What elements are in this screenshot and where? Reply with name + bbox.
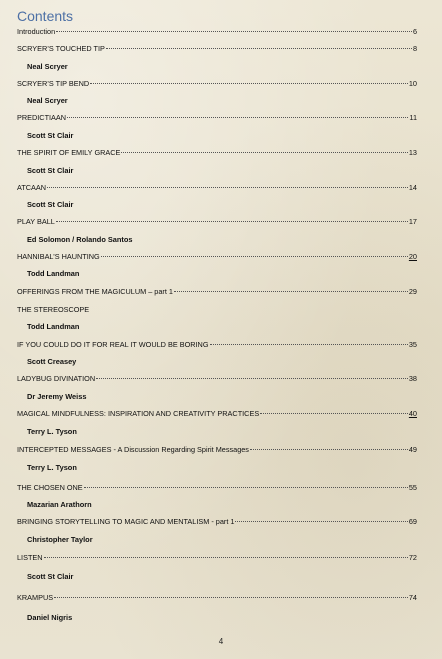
- dot-leader: [250, 449, 408, 450]
- toc-entry[interactable]: [17, 516, 417, 528]
- dot-leader: [84, 487, 408, 488]
- toc-entry-page: 35: [408, 340, 417, 349]
- toc-entry-title: ATCAAN: [17, 183, 47, 192]
- toc-entry[interactable]: [17, 482, 417, 494]
- toc-entry[interactable]: [17, 304, 417, 316]
- toc-entry-title: SCRYER’S TOUCHED TIP: [17, 44, 105, 53]
- toc-author: Mazarian Arathorn: [27, 500, 92, 509]
- dot-leader: [121, 152, 407, 153]
- dot-leader: [96, 378, 408, 379]
- dot-leader: [235, 521, 407, 522]
- toc-entry[interactable]: [17, 373, 417, 385]
- toc-entry-title: THE SPIRIT OF EMILY GRACE: [17, 148, 121, 157]
- toc-entry-title: INTERCEPTED MESSAGES - A Discussion Regarding Spirit Messages: [17, 445, 249, 454]
- toc-entry-page: 8: [412, 44, 417, 53]
- toc-entry[interactable]: [17, 592, 417, 604]
- toc-entry-title: BRINGING STORYTELLING TO MAGIC AND MENTALISM - part 1: [17, 517, 235, 526]
- toc-entry-page: 29: [408, 287, 417, 296]
- toc-author: Daniel Nigris: [27, 613, 73, 622]
- page-title: Contents: [17, 8, 74, 24]
- toc-entry[interactable]: [17, 147, 417, 159]
- toc-author: Scott St Clair: [27, 131, 74, 140]
- toc-entry-title: PREDICTIAAN: [17, 113, 67, 122]
- dot-leader: [260, 413, 408, 414]
- toc-entry-page: 55: [408, 483, 417, 492]
- toc-author: Scott Creasey: [27, 357, 77, 366]
- toc-author: Neal Scryer: [27, 62, 68, 71]
- dot-leader: [56, 221, 408, 222]
- toc-author: Terry L. Tyson: [27, 463, 77, 472]
- dot-leader: [90, 83, 408, 84]
- toc-entry-title: OFFERINGS FROM THE MAGICULUM – part 1: [17, 287, 173, 296]
- dot-leader: [44, 557, 408, 558]
- toc-entry[interactable]: [17, 444, 417, 456]
- dot-leader: [210, 344, 408, 345]
- page-number: 4: [218, 637, 224, 646]
- dot-leader: [56, 31, 412, 32]
- dot-leader: [67, 117, 408, 118]
- toc-entry-title: Introduction: [17, 27, 56, 36]
- toc-entry-title: SCRYER’S TIP BEND: [17, 79, 90, 88]
- toc-entry[interactable]: [17, 251, 417, 263]
- toc-entry[interactable]: [17, 339, 417, 351]
- toc-entry-page: 49: [408, 445, 417, 454]
- toc-entry-title: PLAY BALL: [17, 217, 55, 226]
- toc-entry-title: KRAMPUS: [17, 593, 54, 602]
- toc-author: Scott St Clair: [27, 200, 74, 209]
- table-of-contents: [17, 0, 417, 659]
- toc-entry[interactable]: [17, 112, 417, 124]
- toc-entry-page: 11: [409, 113, 417, 122]
- toc-author: Terry L. Tyson: [27, 427, 77, 436]
- toc-entry-title: HANNIBAL’S HAUNTING: [17, 252, 100, 261]
- dot-leader: [174, 291, 408, 292]
- toc-entry[interactable]: [17, 43, 417, 55]
- toc-entry-page: 38: [408, 374, 417, 383]
- toc-entry-page: 13: [408, 148, 417, 157]
- dot-leader: [47, 187, 408, 188]
- toc-entry[interactable]: [17, 408, 417, 420]
- toc-author: Scott St Clair: [27, 166, 74, 175]
- toc-entry-page: 69: [408, 517, 417, 526]
- toc-entry[interactable]: [17, 78, 417, 90]
- toc-entry-title: THE STEREOSCOPE: [17, 305, 90, 314]
- toc-entry-page: 6: [412, 27, 417, 36]
- toc-entry-title: LADYBUG DIVINATION: [17, 374, 96, 383]
- dot-leader: [54, 597, 408, 598]
- toc-author: Christopher Taylor: [27, 535, 93, 544]
- toc-entry[interactable]: [17, 216, 417, 228]
- toc-entry-page: 74: [408, 593, 417, 602]
- toc-entry-page: 10: [408, 79, 417, 88]
- toc-author: Ed Solomon / Rolando Santos: [27, 235, 133, 244]
- toc-entry[interactable]: [17, 552, 417, 564]
- toc-entry[interactable]: [17, 286, 417, 298]
- toc-author: Todd Landman: [27, 269, 80, 278]
- toc-author: Todd Landman: [27, 322, 80, 331]
- toc-entry[interactable]: [17, 182, 417, 194]
- toc-author: Dr Jeremy Weiss: [27, 392, 87, 401]
- toc-entry-title: LISTEN: [17, 553, 43, 562]
- toc-entry-page: 72: [408, 553, 417, 562]
- toc-entry-page: 14: [408, 183, 417, 192]
- toc-entry-title: IF YOU COULD DO IT FOR REAL IT WOULD BE BORING: [17, 340, 209, 349]
- toc-entry-page: 17: [408, 217, 417, 226]
- toc-author: Scott St Clair: [27, 572, 74, 581]
- toc-entry-page: 20: [408, 252, 417, 261]
- toc-author: Neal Scryer: [27, 96, 68, 105]
- toc-entry[interactable]: [17, 26, 417, 38]
- toc-entry-title: THE CHOSEN ONE: [17, 483, 83, 492]
- dot-leader: [106, 48, 412, 49]
- dot-leader: [101, 256, 408, 257]
- toc-entry-page: 40: [408, 409, 417, 418]
- toc-entry-title: MAGICAL MINDFULNESS: INSPIRATION AND CREATIVITY PRACTICES: [17, 409, 260, 418]
